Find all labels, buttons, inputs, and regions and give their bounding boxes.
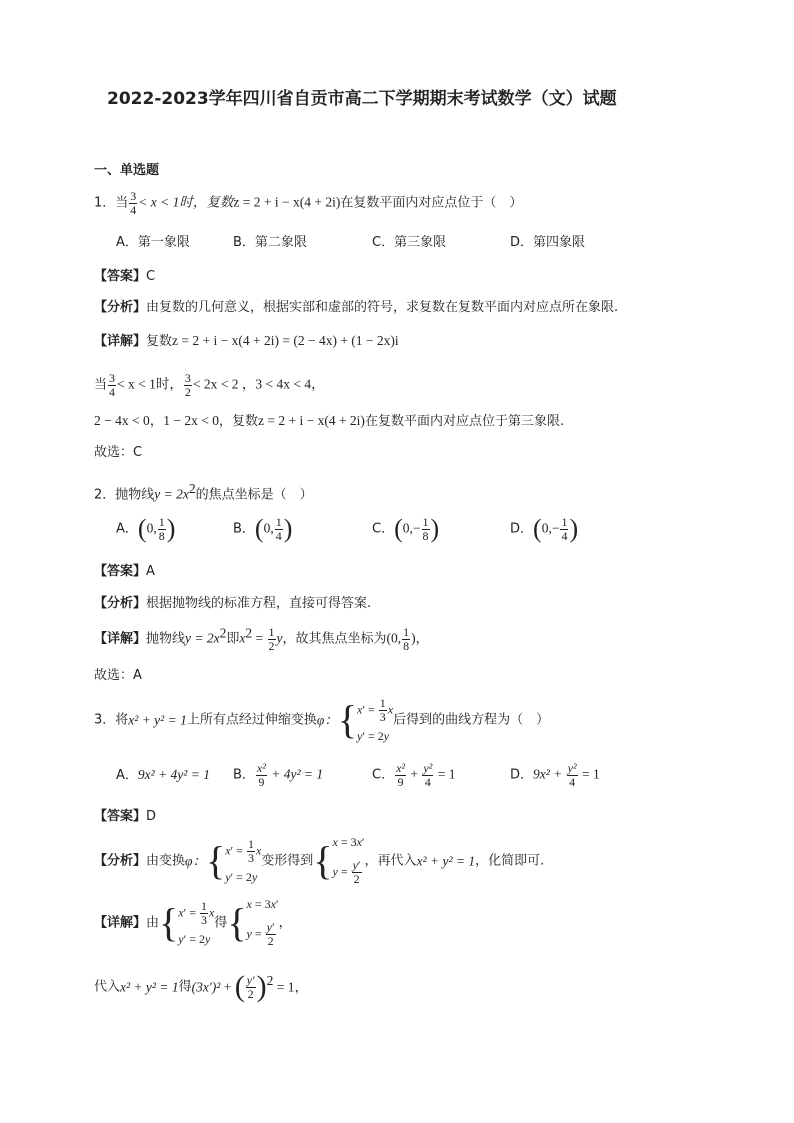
q1-option-b: B．第二象限 — [233, 235, 307, 250]
q3-option-b: B． $\frac{\text{x²}}{9}$ + 4y² = 1 — [233, 761, 324, 789]
q2-option-d: D．(0,− $\frac{1}{4}$ ) — [510, 514, 579, 544]
q1-option-a: A．第一象限 — [116, 235, 190, 250]
q3-option-d: D．9x² + $\frac{\text{y²}}{4}$ = 1 — [510, 761, 600, 789]
q3-substitution: 代入x² + y² = 1得(3x′)² + ( $\frac{y'}{2}$ )$^2$ = 1， — [94, 970, 309, 1003]
page-title: 2022-2023学年四川省自贡市高二下学期期末考试数学（文）试题 — [107, 89, 617, 109]
q2-conclusion: 故选：A — [94, 668, 142, 683]
q3-option-c: C． $\frac{\text{x²}}{9}$ + $\frac{\text{y²}}{4}$ = 1 — [372, 761, 456, 789]
q2-detail: 【详解】抛物线$y = 2x^2$即$x^2$ = $\frac{1}{2}$ y，故其焦点坐标为(0, $\frac{1}{8}$ )， — [94, 625, 429, 653]
q2-option-c: C．(0,− $\frac{1}{8}$ ) — [372, 514, 440, 544]
q2-option-b: B．(0, $\frac{1}{4}$ ) — [233, 514, 293, 544]
q1-expr: z = 2 + i − x(4 + 2i) — [233, 194, 341, 210]
q1-answer: 【答案】C — [94, 269, 156, 284]
q1-option-d: D．第四象限 — [510, 235, 586, 250]
q1-analysis: 【分析】由复数的几何意义，根据实部和虚部的符号，求复数在复数平面内对应点所在象限. — [94, 300, 619, 315]
q3-stem: 3．将x² + y² = 1上所有点经过伸缩变换φ： { x′ = $\frac{1}{3}$ x y′ = 2y 后得到的曲线方程为（ ） — [94, 696, 550, 743]
q3-option-a: A．9x² + 4y² = 1 — [116, 767, 210, 783]
q2-stem: 2．抛物线$y = 2x^2$的焦点坐标是（ ） — [94, 481, 313, 503]
q3-answer: 【答案】D — [94, 809, 157, 824]
section-heading: 一、单选题 — [94, 163, 160, 178]
q3-system: { x′ = $\frac{1}{3}$ x y′ = 2y — [337, 696, 394, 743]
q1-option-c: C．第三象限 — [372, 235, 447, 250]
q1-frac: $\frac{3}{4}$ — [130, 189, 137, 217]
q1-conclusion: 故选：C — [94, 445, 143, 460]
q3-detail: 【详解】由 { x′ = $\frac{1}{3}$ x y′ = 2y 得 { x = 3x′ y = $\frac{y'}{2}$ ， — [94, 897, 292, 948]
q3-analysis: 【分析】由变换φ： { x′ = $\frac{1}{3}$ x y′ = 2y 变形得到 { x = 3x′ y = $\frac{y'}{2}$ ，再代入x² + y² = 1，化简即可. — [94, 835, 545, 886]
q1-stem: 1．当 $\frac{3}{4}$ < x < 1时，复数z = 2 + i − x(4 + 2i)在复数平面内对应点位于（ ） — [94, 189, 523, 217]
q1-detail-line3: 2 − 4x < 0，1 − 2x < 0，复数z = 2 + i − x(4 + 2i)在复数平面内对应点位于第三象限. — [94, 413, 565, 429]
q2-option-a: A．(0, $\frac{1}{8}$ ) — [116, 514, 176, 544]
q1-detail: 【详解】复数z = 2 + i − x(4 + 2i) = (2 − 4x) + (1 − 2x)i — [94, 333, 399, 349]
q1-detail-line2: 当 $\frac{3}{4}$ < x < 1时， $\frac{3}{2}$ < 2x < 2 ，3 < 4x < 4， — [94, 371, 325, 399]
q2-analysis: 【分析】根据抛物线的标准方程，直接可得答案. — [94, 596, 372, 611]
q2-answer: 【答案】A — [94, 564, 155, 579]
